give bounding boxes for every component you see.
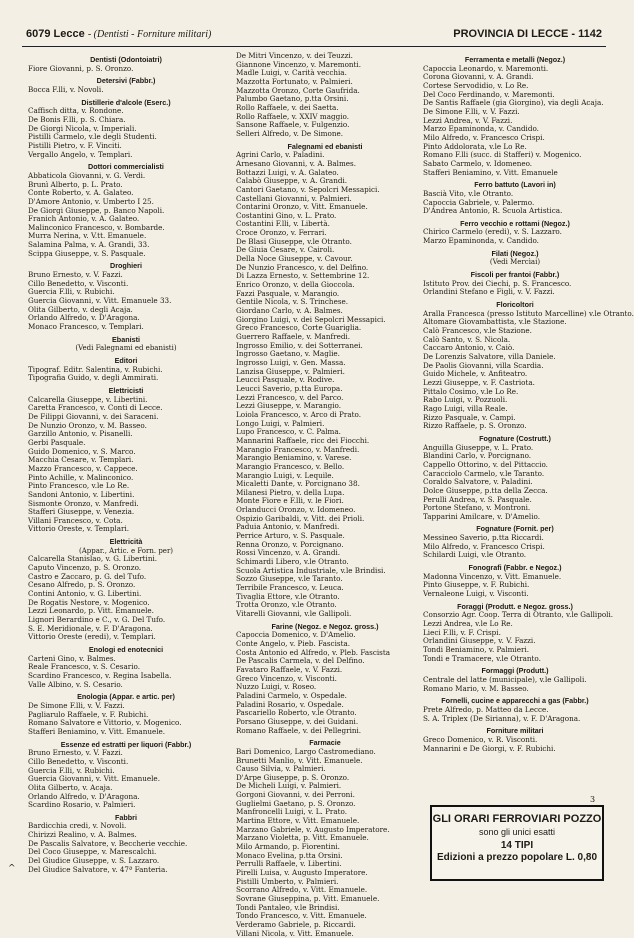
- folio-mark: 3: [590, 795, 596, 804]
- directory-entry: Lieci F.lli, v. F. Crispi.: [423, 627, 501, 637]
- directory-entry: Altomare Giovambattista, v.le Stazione.: [423, 317, 567, 327]
- directory-entry: Scippa Giuseppe, v. S. Pasquale.: [28, 248, 146, 258]
- directory-entry: Lezzi Giuseppe, v. Marangio.: [236, 401, 341, 411]
- directory-entry: Calò Francesco, v.le Stazione.: [423, 326, 532, 336]
- directory-entry: De Paolis Giovanni, villa Scardia.: [423, 360, 544, 370]
- directory-entry: Pinto Francesco, v.le Lo Re.: [28, 481, 130, 491]
- section-heading: Elettricità: [109, 537, 143, 547]
- directory-entry: Vernaleone Luigi, v. Visconti.: [423, 589, 529, 599]
- directory-entry: Rizzo Raffaele, p. S. Oronzo.: [423, 421, 527, 431]
- directory-entry: Schimardi Libero, v.le Otranto.: [236, 557, 349, 567]
- directory-entry: Guglielmi Gaetano, p. S. Oronzo.: [236, 798, 356, 808]
- directory-entry: Murra Nerina, v. V.tt. Emanuele.: [28, 231, 147, 241]
- directory-entry: Lignori Berardino e C., v. G. Del Tufo.: [28, 615, 166, 625]
- section-heading: Fonografi (Fabbr. e Negoz.): [468, 563, 562, 573]
- section-heading: Forniture militari: [486, 726, 544, 736]
- directory-entry: Ingrosso Gaetano, v. Maglie.: [236, 349, 340, 359]
- directory-entry: Lezzi Francesco, v. del Parco.: [236, 392, 344, 402]
- directory-entry: Conte Angelo, v. Pieb. Fascista.: [236, 638, 351, 648]
- directory-entry: Blandini Carlo, v. Porcignano.: [423, 451, 532, 461]
- directory-entry: Vittorio Oreste, v. Templari.: [28, 524, 130, 534]
- directory-entry: Agrini Carlo, v. Paladini.: [236, 150, 325, 160]
- directory-entry: De Simone F.lli, v. V. Fazzi.: [28, 700, 125, 710]
- directory-entry: Tipograf. Editr. Salentina, v. Rubichi.: [28, 364, 163, 374]
- directory-entry: Costantini F.lli, v. Libertà.: [236, 219, 330, 229]
- directory-entry: Milo Alfredo, v. Francesco Crispi.: [423, 541, 545, 551]
- directory-entry: Palumbo Gaetano, p.tta Orsini.: [236, 94, 349, 104]
- directory-entry: Brunetti Manlio, v. Vitt. Emanuele.: [236, 755, 363, 765]
- directory-entry: Milanesi Pietro, v. della Lupa.: [236, 487, 345, 497]
- directory-entry: Tondi Beniamino, v. Palmieri.: [423, 645, 530, 654]
- directory-entry: Stafferi Beniamino, v. Vitt. Emanuele: [423, 167, 558, 177]
- section-heading: Fiscoli per frantoi (Fabbr.): [470, 270, 560, 280]
- directory-entry: Sozzo Giuseppe, v.le Taranto.: [236, 574, 343, 584]
- directory-entry: Gerbi Pasquale.: [28, 437, 86, 447]
- directory-entry: Longo Luigi, v. Palmieri.: [236, 418, 325, 428]
- directory-entry: Chirico Carmelo (eredi), v. S. Lazzaro.: [423, 227, 562, 237]
- directory-entry: Arnesano Giovanni, v. A. Balmes.: [236, 158, 357, 168]
- directory-entry: Tondi e Tramacere, v.le Otranto.: [423, 653, 541, 663]
- directory-entry: Rizzo Pasquale, v. Campi.: [423, 412, 516, 422]
- directory-entry: Tapparini Amilcare, v. D'Amelio.: [423, 511, 540, 521]
- directory-entry: Pagliarulo Raffaele, v. F. Rubichi.: [28, 709, 149, 719]
- directory-entry: Cillo Benedetto, v. Visconti.: [28, 278, 129, 288]
- directory-entry: Greco Domenico, v. R. Visconti.: [423, 734, 538, 744]
- directory-entry: Carteni Gino, v. Balmes.: [28, 653, 116, 663]
- directory-entry: Orlandini Giuseppe, v. V. Fazzi.: [423, 636, 536, 646]
- section-heading: Farmacie: [309, 738, 341, 748]
- directory-entry: Pistilli Pietro, v. F. Vinciti.: [28, 140, 122, 150]
- column-1: [28, 52, 224, 874]
- directory-entry: Calò Santo, v. S. Nicola.: [423, 334, 511, 344]
- directory-entry: Pinto Achille, v. Malinconico.: [28, 472, 134, 482]
- directory-entry: Guercia Giovanni, v. Vitt. Emanuele.: [28, 774, 160, 784]
- directory-entry: Reale Francesco, v. S. Cesario.: [28, 662, 140, 672]
- directory-entry: Romano Salvatore e Vittorio, v. Mogenico.: [28, 718, 182, 728]
- directory-entry: De Mitri Vincenzo, v. dei Teuzzi.: [236, 51, 353, 60]
- directory-entry: Pascariello Roberto, v.le Otranto.: [236, 708, 357, 718]
- directory-entry: Terribile Francesco, v. Leuca.: [236, 583, 344, 593]
- directory-entry: Brunì Alberto, p. L. Prato.: [28, 179, 123, 189]
- directory-entry: Caffisch ditta, v. Rondone.: [28, 106, 124, 116]
- advert-price: Edizioni a prezzo popolare L. 0,80: [436, 852, 598, 863]
- directory-entry: Bruno Ernesto, v. V. Fazzi.: [28, 748, 123, 758]
- directory-entry: Causo Silvia, v. Palmieri.: [236, 764, 326, 774]
- directory-entry: Tivaglia Ettore, v.le Otranto.: [236, 591, 340, 601]
- directory-entry: Lezzi Giuseppe, v. F. Castriota.: [423, 377, 535, 387]
- directory-entry: Scardino Francesco, v. Regina Isabella.: [28, 670, 172, 680]
- section-heading: Farine (Negoz. e Negoz. gross.): [271, 621, 379, 631]
- directory-entry: Paladini Rosario, v. Ospedale.: [236, 699, 344, 709]
- directory-entry: Paduia Antonio, v. Manfredi.: [236, 522, 340, 532]
- directory-entry: Loiola Francesco, v. Arco di Prato.: [236, 409, 361, 419]
- directory-entry: Calcarella Giuseppe, v. Libertini.: [28, 394, 148, 404]
- directory-entry: Stafferi Beniamino, v. Vitt. Emanuele.: [28, 726, 166, 736]
- section-heading: Fabbri: [115, 812, 137, 822]
- railway-timetable-advert: [430, 805, 604, 881]
- directory-entry: Marzano Violetta, p. Vitt. Emanuele.: [236, 833, 369, 843]
- directory-entry: Scuola Artistica Industriale, v.le Brindisi.: [236, 565, 386, 575]
- directory-entry: Madle Luigi, v. Carità vecchia.: [236, 68, 347, 78]
- header-left: [26, 28, 211, 40]
- section-heading: Floricoltori: [496, 300, 534, 310]
- directory-entry: Caretta Francesco, v. Conti di Lecce.: [28, 403, 163, 413]
- directory-entry: Rollo Raffaele, v. XXIV maggio.: [236, 111, 349, 121]
- directory-entry: Porsano Giuseppe, v. dei Guidani.: [236, 716, 359, 726]
- directory-entry: Lezzi Andrea, v.le Lo Re.: [423, 619, 513, 629]
- column-2: [236, 52, 414, 938]
- section-range: - (Dentisti - Forniture militari): [87, 29, 212, 40]
- directory-entry: Cesano Alfredo, p. S. Oronzo.: [28, 580, 136, 590]
- section-heading: Detersivi (Fabbr.): [96, 76, 156, 86]
- directory-entry: Bocca F.lli, v. Novoli.: [28, 84, 104, 94]
- directory-entry: Capoccia Gabriele, v. Palermo.: [423, 197, 535, 207]
- directory-entry: Malinconico Francesco, v. Bombarde.: [28, 222, 165, 232]
- directory-entry: De Giorgi Giuseppe, p. Banco Napoli.: [28, 205, 165, 215]
- directory-entry: Romano Mario, v. M. Basseo.: [423, 683, 529, 693]
- directory-entry: De Blasi Giuseppe, v.le Otranto.: [236, 236, 352, 246]
- directory-entry: Vitarelli Giovanni, v.le Gallipoli.: [236, 609, 352, 618]
- directory-entry: Pistilli Carmelo, v.le degli Studenti.: [28, 132, 157, 142]
- directory-entry: Enrico Oronzo, v. della Gioccola.: [236, 280, 355, 290]
- directory-entry: Castro e Zaccaro, p. G. del Tufo.: [28, 571, 147, 581]
- directory-entry: Messineo Saverio, p.tta Riccardi.: [423, 533, 544, 543]
- directory-entry: Lupo Francesco, v. C. Palma.: [236, 427, 341, 437]
- directory-entry: Caputo Vincenzo, p. S. Oronzo.: [28, 563, 142, 573]
- directory-entry: Scorrano Alfredo, v. Vitt. Emanuele.: [236, 885, 368, 895]
- directory-entry: Calabò Giuseppe, v. A. Grandi.: [236, 176, 348, 186]
- directory-entry: Capoccia Leonardo, v. Maremonti.: [423, 63, 549, 73]
- directory-entry: Marzano Gabriele, v. Augusto Imperatore.: [236, 824, 390, 834]
- directory-entry: Rollo Raffaele, v. dei Saetta.: [236, 102, 339, 112]
- directory-entry: Micaletti Dante, v. Porcignano 38.: [236, 479, 360, 489]
- section-heading: Dentisti (Odontoiatri): [90, 55, 162, 64]
- section-heading: Filati (Negoz.): [491, 248, 539, 258]
- directory-entry: Monaco Francesco, v. Templari.: [28, 322, 144, 332]
- directory-entry: Conte Roberto, v. A. Galateo.: [28, 188, 134, 198]
- directory-entry: Mazzotta Oronzo, Corte Gaufrida.: [236, 85, 360, 95]
- directory-entry: Consorzio Agr. Coop. Terra di Otranto, v.le Gallipoli.: [423, 610, 614, 620]
- directory-entry: Romano F.lli (succ. di Stafferi) v. Mogenico.: [423, 150, 582, 160]
- directory-entry: Costantini Gino, v. L. Prato.: [236, 210, 337, 220]
- directory-entry: Rago Luigi, villa Reale.: [423, 403, 508, 413]
- directory-entry: Pittalo Cosimo, v.le Lo Re.: [423, 386, 519, 396]
- running-header: [22, 26, 606, 47]
- directory-entry: De Pascalis Salvatore, v. Beccherie vecchie.: [28, 838, 188, 848]
- directory-entry: Gentile Nicola, v. S. Trinchese.: [236, 297, 349, 307]
- section-heading: Ebanisti: [112, 334, 140, 344]
- directory-entry: Giorgino Luigi, v. dei Sepolcri Messapici.: [236, 314, 386, 324]
- directory-entry: Cantori Gaetano, v. Sepolcri Messapici.: [236, 184, 380, 194]
- directory-entry: Giannone Vincenzo, v. Maremonti.: [236, 59, 362, 69]
- directory-entry: De Filippi Giovanni, v. dei Saraceni.: [28, 411, 159, 421]
- directory-entry: Monaco Evelina, p.tta Orsini.: [236, 850, 343, 860]
- directory-entry: Marangio Francesco, v. Bello.: [236, 461, 345, 471]
- section-heading: Droghieri: [110, 261, 142, 271]
- advert-subline: sono gli unici esatti: [478, 827, 556, 837]
- directory-entry: Bascià Vito, v.le Otranto.: [423, 188, 514, 198]
- directory-entry: Portone Stefano, v. Montroni.: [423, 503, 531, 513]
- directory-entry: Guerrero Raffaele, v. Manfredi.: [236, 332, 351, 341]
- section-heading: Formaggi (Produtt.): [481, 666, 549, 676]
- directory-entry: Guido Domenico, v. S. Marco.: [28, 446, 136, 456]
- directory-entry: Villani Francesco, v. Cota.: [28, 515, 123, 525]
- directory-entry: Aralla Francesca (presso Istituto Marcelline) v.le Otranto.: [423, 308, 634, 318]
- directory-entry: Guercia F.lli, v. Rubichi.: [28, 765, 115, 775]
- directory-entry: Orlanducci Oronzo, v. Idomeneo.: [236, 505, 356, 515]
- directory-entry: Castellani Giovanni, v. Palmieri.: [236, 193, 352, 203]
- directory-entry: Croce Oronzo, v. Ferrari.: [236, 228, 327, 238]
- section-heading: Fognature (Fornit. per): [476, 524, 554, 534]
- directory-entry: Orlando Alfredo, v. D'Aragona.: [28, 313, 140, 323]
- section-heading: Enologi ed enotecnici: [88, 645, 164, 654]
- section-heading: Editori: [114, 356, 138, 365]
- directory-entry: Orlando Alfredo, v. D'Aragona.: [28, 791, 140, 801]
- directory-entry: Anguilla Giuseppe, v. L. Prato.: [423, 442, 534, 452]
- directory-entry: Greco Francesco, Corte Guariglia.: [236, 323, 362, 333]
- directory-entry: Marangio Francesco, v. Manfredi.: [236, 444, 360, 454]
- directory-entry: Garzillo Antonio, v. Pisanelli.: [28, 429, 133, 439]
- edge-mark: ^: [8, 864, 16, 874]
- directory-entry: Orlandini Stefano e Figli, v. V. Fazzi.: [423, 287, 555, 297]
- directory-entry: Schilardi Luigi, v.le Otranto.: [423, 550, 527, 560]
- directory-entry: Salamina Palma, v. A. Grandi, 33.: [28, 240, 150, 250]
- directory-entry: Vergallo Angelo, v. Templari.: [28, 149, 133, 159]
- directory-entry: Stafferi Giuseppe, v. Venezia.: [28, 507, 135, 517]
- directory-entry: Dolce Giuseppe, p.tta della Zecca.: [423, 485, 548, 495]
- directory-entry: Fazzi Pasquale, v. Marangio.: [236, 288, 340, 298]
- directory-entry: Pinto Giuseppe, v. F. Rubichi.: [423, 580, 530, 590]
- directory-entry: Macchia Cesare, v. Templari.: [28, 455, 134, 465]
- directory-entry: Coraldo Salvatore, v. Paladini.: [423, 477, 533, 487]
- directory-entry: Milo Alfredo, v. Francesco Crispi.: [423, 132, 545, 142]
- directory-entry: Costa Antonio ed Alfredo, v. Pleb. Fascista: [236, 647, 391, 657]
- directory-entry: Manfroncelli Luigi, v. L. Prato.: [236, 807, 348, 817]
- directory-entry: Perulli Andrea, v. S. Pasquale.: [423, 494, 532, 504]
- directory-entry: Franich Antonio, v. A. Galateo.: [28, 214, 140, 224]
- directory-entry: Mannarini e De Giorgi, v. F. Rubichi.: [423, 743, 556, 753]
- directory-entry: De Giuia Cesare, v. Cairoli.: [236, 245, 335, 255]
- directory-entry: Caccaro Antonio, v. Caiò.: [423, 343, 515, 353]
- section-note: (Vedi Mercìai): [489, 258, 541, 267]
- directory-entry: Caracciolo Carmelo, v.le Taranto.: [423, 468, 545, 478]
- section-note: (Vedi Falegnami ed ebanisti): [75, 344, 177, 353]
- directory-entry: Vittorio Oreste (eredi), v. Templari.: [28, 632, 156, 642]
- directory-entry: Bottazzi Luigi, v. A. Galateo.: [236, 167, 339, 177]
- directory-entry: Bardicchia credi, v. Novoli.: [28, 821, 127, 831]
- directory-entry: Scardino Rosario, v. Palmieri.: [28, 800, 136, 810]
- directory-entry: Contini Antonio, v. G. Libertini.: [28, 589, 142, 599]
- directory-entry: Abbaticola Giovanni, v. G. Verdi.: [28, 170, 146, 180]
- section-heading: Ferro vecchio e rottami (Negoz.): [460, 218, 570, 228]
- section-note: (Appar., Artic. e Forn. per): [78, 546, 174, 555]
- directory-entry: Capoccia Domenico, v. D'Amelio.: [236, 630, 356, 640]
- directory-entry: Pirelli Luisa, v. Augusto Imperatore.: [236, 868, 368, 878]
- page-number: 6079: [26, 28, 51, 40]
- directory-entry: Marangio Luigi, v. Lequile.: [236, 470, 334, 480]
- directory-entry: Monte Fiore e F.lli, v. le Fiori.: [236, 496, 344, 506]
- directory-entry: Bari Domenico, Largo Castromediano.: [236, 746, 376, 756]
- province-title: PROVINCIA DI LECCE - 1142: [453, 28, 602, 40]
- section-heading: Fornelli, cucine e apparecchi a gas (Fabbr.): [441, 696, 589, 706]
- directory-entry: Pistilli Umberto, v. Palmieri.: [236, 876, 339, 886]
- section-heading: Dottori commercialisti: [88, 162, 164, 172]
- section-heading: Fognature (Costrutt.): [479, 433, 551, 443]
- directory-entry: Sovrane Giuseppina, p. Vitt. Emanuele.: [236, 894, 380, 903]
- directory-entry: Lanzisa Giuseppe, v. Palmieri.: [236, 366, 345, 376]
- directory-entry: Chirizzi Realino, v. A. Balmes.: [28, 830, 137, 840]
- section-heading: Foraggi (Produtt. e Negoz. gross.): [457, 601, 573, 611]
- directory-entry: Istituto Prov. dei Ciechi, p. S. Francesco.: [423, 278, 572, 288]
- directory-entry: Della Noce Giuseppe, v. Cavour.: [236, 254, 353, 264]
- directory-entry: Verderamo Gabriele, p. Riccardi.: [236, 919, 356, 929]
- directory-entry: De Simone F.lli, v. V. Fazzi.: [423, 106, 520, 116]
- directory-entry: Del Coco Giuseppe, v. Marescalchi.: [28, 847, 157, 857]
- directory-entry: De Micheli Luigi, v. Palmieri.: [236, 781, 342, 791]
- directory-entry: Mannarini Raffaele, ricc dei Fiocchi.: [236, 435, 370, 445]
- directory-entry: Del Coco Ferdinando, v. Maremonti.: [423, 89, 555, 99]
- directory-entry: Guido Michele, v. Anfiteatro.: [423, 369, 528, 379]
- directory-entry: Prete Alfredo, p. Matteo da Lecce.: [423, 704, 549, 714]
- directory-entry: Lezzi Andrea, v. V. Fazzi.: [423, 115, 513, 125]
- directory-entry: Madonna Vincenzo, v. Vitt. Emanuele.: [423, 571, 562, 581]
- directory-entry: Cillo Benedetto, v. Visconti.: [28, 756, 129, 766]
- section-heading: Ferro battuto (Lavori in): [474, 180, 556, 190]
- directory-entry: Sismonte Oronzo, v. Manfredi.: [28, 498, 139, 508]
- advert-headline: GLI ORARI FERROVIARI POZZO: [432, 813, 602, 825]
- directory-entry: S. E. Meridionale, v. F. D'Aragona.: [28, 623, 153, 633]
- directory-entry: Bruno Ernesto, v. V. Fazzi.: [28, 270, 123, 280]
- directory-entry: De Nunzio Francesco, v. del Delfino.: [236, 262, 369, 272]
- section-heading: Elettricisti: [108, 385, 144, 395]
- directory-entry: De Giorgi Nicola, v. Imperiali.: [28, 123, 137, 133]
- directory-entry: Fiore Giovanni, p. S. Oronzo.: [28, 63, 134, 73]
- directory-entry: Paladini Carmelo, v. Ospedale.: [236, 690, 347, 700]
- directory-entry: De Rogatis Nestore, v. Mogenico.: [28, 597, 150, 607]
- directory-entry: Di Lazza Ernesto, v. Settembrine 12.: [236, 271, 370, 281]
- directory-entry: Trotta Oronzo, v.le Otranto.: [236, 600, 337, 610]
- directory-entry: Olita Gilberto, v. Acaja.: [28, 782, 113, 792]
- directory-entry: Calcarella Stanislao, v. G. Libertini.: [28, 554, 158, 564]
- directory-entry: Contarini Oronzo, v. Vitt. Emanuele.: [236, 202, 368, 212]
- directory-entry: Guercia Giovanni, v. Vitt. Emanuele 33.: [28, 296, 172, 306]
- column-3: [423, 52, 634, 753]
- directory-entry: De Lorenzis Salvatore, villa Daniele.: [423, 352, 556, 361]
- directory-entry: Milo Armando, p. Fiorentini.: [236, 842, 340, 852]
- directory-entry: Ingrosso Emilio, v. dei Sotterranei.: [236, 340, 363, 350]
- section-heading: Distillerie d'alcole (Eserc.): [81, 97, 171, 107]
- directory-entry: Mazzo Francesco, v. Cappece.: [28, 463, 138, 473]
- directory-entry: Valle Albino, v. S. Cesario.: [28, 679, 123, 689]
- directory-entry: Olita Gilberto, v. degli Acaja.: [28, 304, 133, 314]
- directory-entry: Sabato Carmelo, v. Idomeneo.: [423, 158, 533, 168]
- section-heading: Ferramenta e metalli (Negoz.): [464, 55, 566, 64]
- directory-entry: Lezzi Leonardo, p. Vitt. Emanuele.: [28, 606, 154, 616]
- directory-entry: Del Giudice Salvatore, v. 47ª Fanteria.: [28, 864, 168, 874]
- directory-entry: Martina Ettore, v. Vitt. Emanuele.: [236, 816, 360, 826]
- directory-entry: D'Andrea Antonio, R. Scuola Artistica.: [423, 206, 563, 216]
- directory-entry: Villani Nicola, v. Vitt. Emanuele.: [236, 928, 354, 938]
- directory-entry: Marzo Epaminonda, v. Candido.: [423, 236, 539, 246]
- directory-entry: Marzo Epaminonda, v. Candido.: [423, 124, 539, 134]
- directory-entry: Mazzotta Fortunato, v. Palmieri.: [236, 76, 353, 86]
- directory-entry: De Bonis F.lli, p. S. Chiara.: [28, 114, 126, 124]
- directory-entry: Gorgoni Giovanni, v. dei Perroni.: [236, 790, 355, 800]
- directory-entry: Corona Giovanni, v. A. Grandi.: [423, 72, 534, 82]
- directory-entry: Guercia F.lli, v. Rubichi.: [28, 287, 115, 297]
- directory-entry: Selleri Alfredo, v. De Simone.: [236, 128, 343, 138]
- directory-entry: Leucci Pasquale, v. Rodive.: [236, 375, 335, 385]
- city-name: Lecce: [53, 28, 85, 40]
- directory-entry: Perrulli Raffaele, v. Libertini.: [236, 859, 342, 869]
- directory-entry: Romano Raffaele, v. dei Pellegrini.: [236, 725, 362, 735]
- directory-entry: Ospizio Garibaldi, v. Vitt. dei Prioli.: [236, 513, 365, 523]
- directory-entry: De Santis Raffaele (gia Giorgino), via degli Acaja.: [423, 98, 604, 108]
- directory-entry: Tondo Francesco, v. Vitt. Emanuele.: [236, 911, 367, 921]
- directory-entry: D'Arpe Giuseppe, p. S. Oronzo.: [236, 772, 350, 782]
- directory-entry: Sandoni Antonio, v. Libertini.: [28, 489, 135, 499]
- directory-entry: Marangio Beniamino, v. Varese.: [236, 453, 352, 463]
- directory-entry: Perrice Arturo, v. S. Pasquale.: [236, 531, 345, 541]
- directory-entry: De Pascalis Carmela, v. del Delfino.: [236, 656, 365, 666]
- directory-entry: Sansone Raffaele, v. Fulgenzio.: [236, 120, 350, 130]
- directory-entry: Cappello Ottorino, v. del Pittaccio.: [423, 459, 548, 469]
- directory-entry: D'Amore Antonio, v. Umberto I 25.: [28, 196, 154, 206]
- directory-entry: Cortese Servodidio, v. Lo Re.: [423, 80, 529, 90]
- directory-entry: Ingrosso Luigi, v. Gen. Massa.: [236, 357, 346, 367]
- directory-entry: Centrale del latte (municipale), v.le Gallipoli.: [423, 674, 587, 684]
- directory-entry: Del Giudice Giuseppe, v. S. Lazzaro.: [28, 856, 160, 866]
- directory-entry: Greco Vincenzo, v. Visconti.: [236, 673, 337, 683]
- directory-entry: S. A. Triplex (De Sirianna), v. F. D'Aragona.: [423, 713, 581, 723]
- directory-entry: De Nunzio Oronzo, v. M. Basseo.: [28, 420, 147, 430]
- directory-entry: Renna Oronzo, v. Porcignano.: [236, 539, 344, 549]
- directory-entry: Tondi Pantaleo, v.le Brindisi.: [236, 902, 340, 912]
- advert-types: 14 TIPI: [500, 840, 534, 851]
- section-heading: Essenze ed estratti per liquori (Fabbr.): [60, 739, 192, 749]
- directory-entry: Nuzzo Luigi, v. Roseo.: [236, 682, 317, 692]
- directory-entry: Tipografia Guido, v. degli Ammirati.: [28, 373, 159, 383]
- section-heading: Enologia (Appar. e artic. per): [77, 692, 175, 702]
- section-heading: Falegnami ed ebanisti: [287, 141, 363, 151]
- directory-entry: Rabo Luigi, v. Pozzuoli.: [423, 395, 508, 405]
- directory-entry: Pinto Addolorata, v.le Lo Re.: [423, 141, 527, 151]
- directory-entry: Rossi Vincenzo, v. A. Grandi.: [236, 548, 341, 558]
- directory-entry: Giordano Carlo, v. A. Balmes.: [236, 306, 343, 316]
- directory-entry: Favataro Raffaele, v. V. Fazzi.: [236, 664, 343, 674]
- directory-entry: Leucci Saverio, p.tta Europa.: [236, 383, 343, 393]
